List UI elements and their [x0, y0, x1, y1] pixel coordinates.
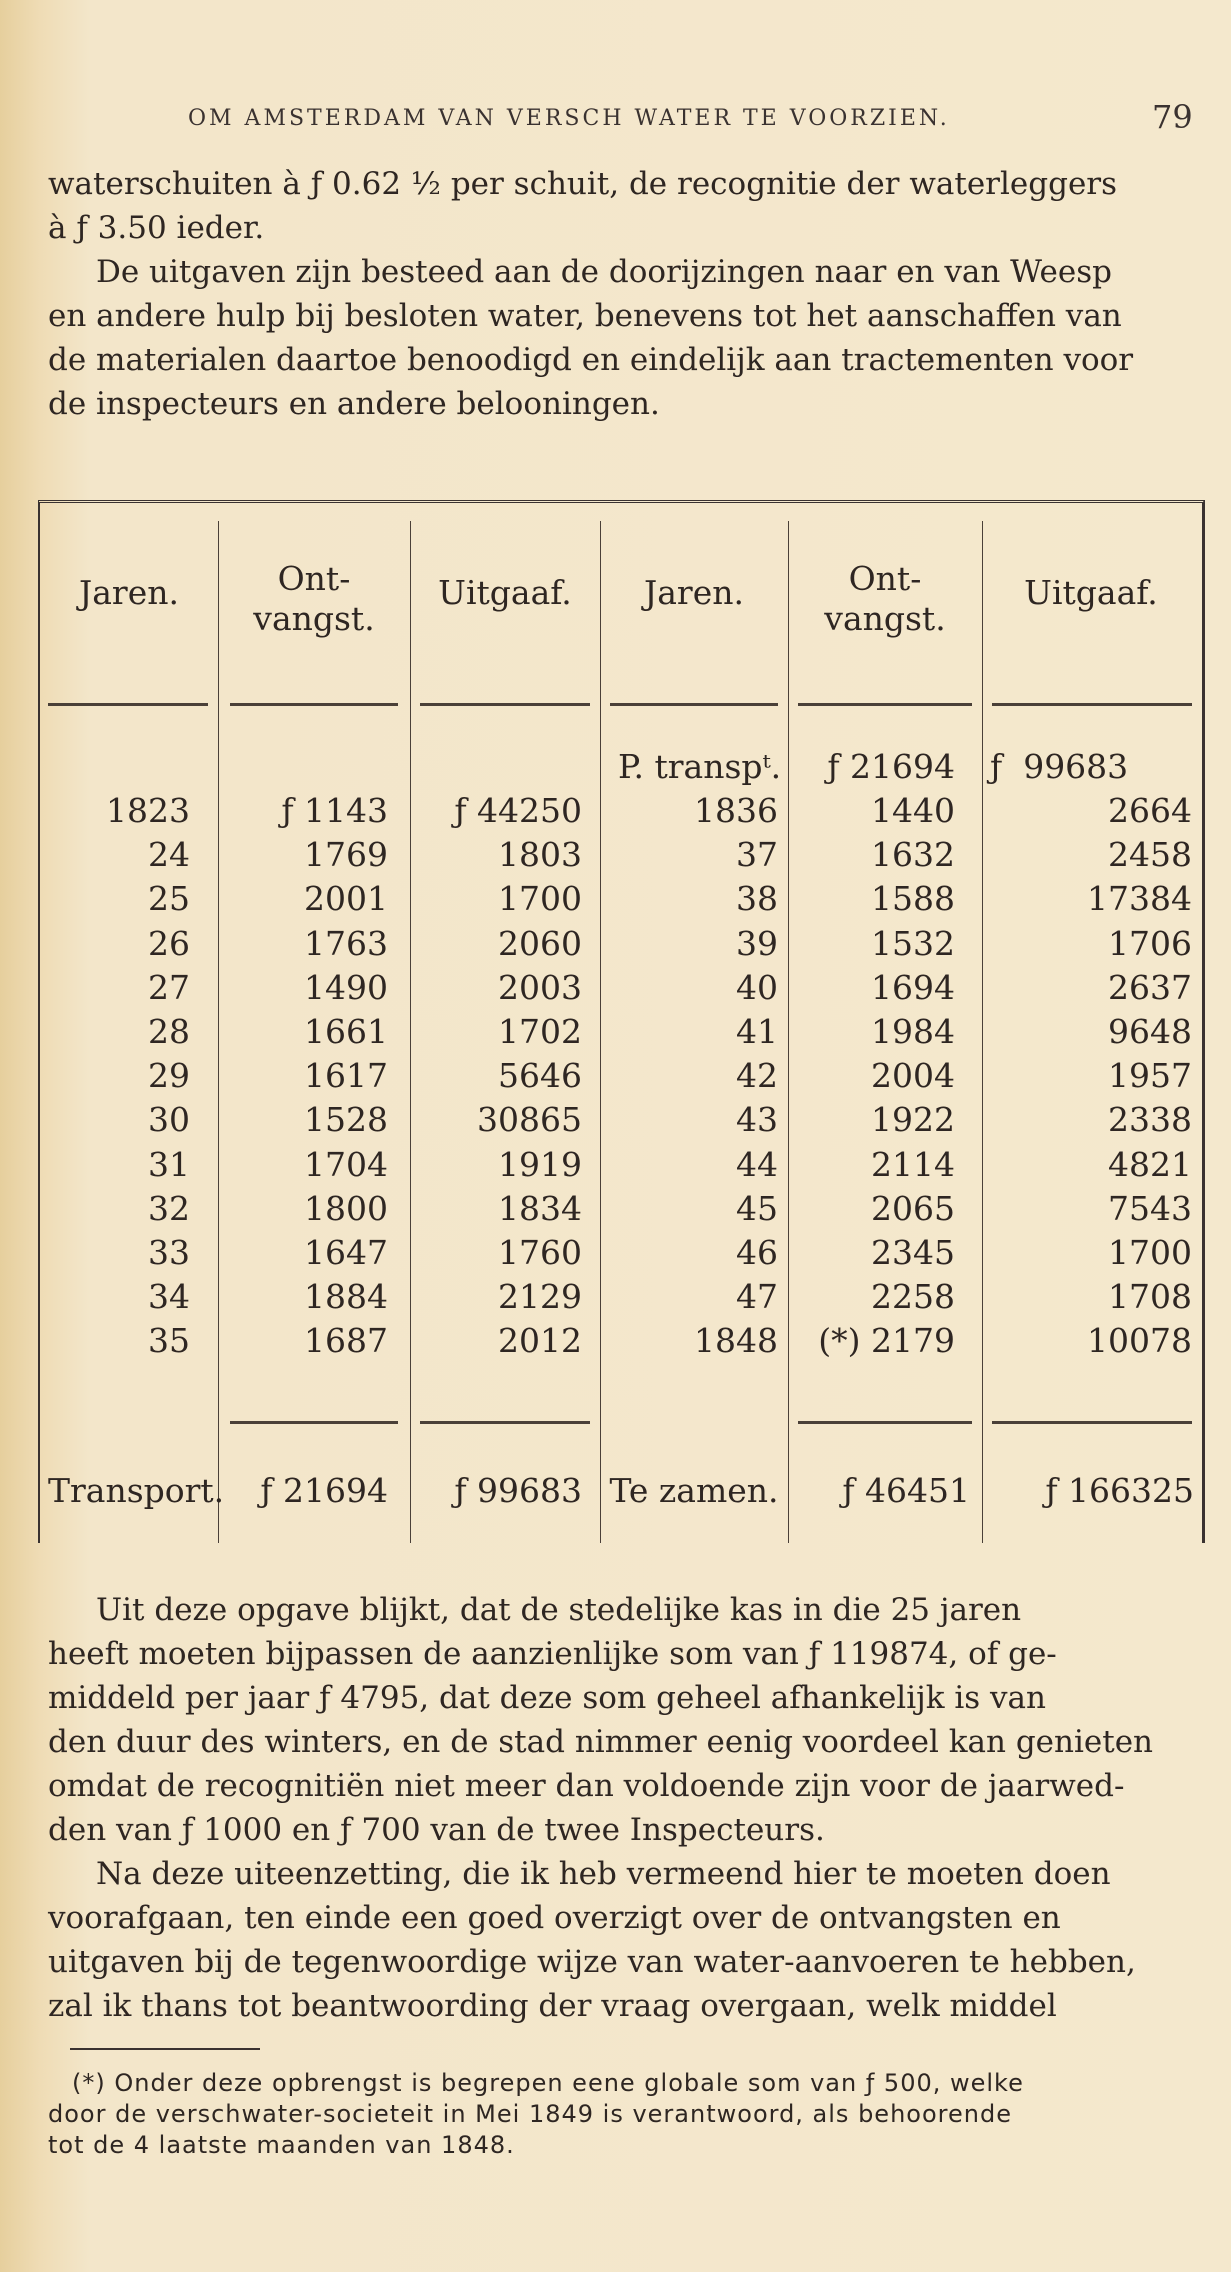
header-jaren-right: Jaren.	[644, 573, 744, 612]
left-uitgaaf-cell: 1702	[498, 1012, 582, 1051]
left-year-cell: 27	[148, 967, 190, 1007]
left-year-cell: 24	[148, 835, 190, 875]
left-uitgaaf-cell: 1700	[498, 879, 582, 919]
left-year-cell: 34	[148, 1277, 190, 1317]
left-uitgaaf-cell: 30865	[477, 1100, 582, 1140]
right-year-cell: 43	[736, 1100, 778, 1140]
totals-label-left: Transport.	[48, 1471, 225, 1510]
left-uitgaaf-cell: 2003	[498, 967, 582, 1007]
left-uitgaaf-cell: 1760	[498, 1233, 582, 1272]
left-uitgaaf-cell: 1919	[498, 1144, 582, 1184]
totals-ontvangst-right: ƒ 46451	[842, 1471, 970, 1510]
right-year-cell: 38	[736, 879, 778, 919]
right-year-cell: 1848	[694, 1321, 778, 1361]
text-line: en andere hulp bij besloten water, benevens tot het aanschaffen van	[48, 298, 1122, 334]
text-line: Uit deze opgave blijkt, dat de stedelijke kas in die 25 jaren	[96, 1592, 1022, 1628]
left-uitgaaf-cell: 1834	[498, 1188, 582, 1228]
left-ontvangst-cell: 1490	[304, 967, 388, 1007]
left-ontvangst-cell: 1884	[304, 1277, 388, 1317]
right-ontvangst-cell: 2258	[871, 1277, 955, 1317]
left-ontvangst-cell: 1647	[304, 1233, 388, 1272]
left-uitgaaf-cell: 2129	[498, 1277, 582, 1317]
right-uitgaaf-cell: 17384	[1087, 879, 1192, 919]
header-jaren-left: Jaren.	[79, 573, 179, 612]
right-uitgaaf-cell: 9648	[1108, 1012, 1192, 1051]
left-year-cell: 1823	[106, 791, 190, 830]
right-year-cell: 42	[736, 1056, 778, 1096]
left-ontvangst-cell: 1800	[304, 1188, 388, 1228]
left-uitgaaf-cell: ƒ 44250	[454, 791, 582, 830]
right-uitgaaf-cell: 2338	[1108, 1100, 1192, 1140]
right-year-cell: 40	[736, 967, 778, 1007]
right-ontvangst-cell: (*) 2179	[818, 1321, 955, 1361]
text-line: à ƒ 3.50 ieder.	[48, 210, 265, 246]
right-year-cell: 45	[736, 1188, 778, 1228]
left-year-cell: 26	[148, 923, 190, 963]
text-line: waterschuiten à ƒ 0.62 ½ per schuit, de recognitie der waterleggers	[48, 166, 1118, 202]
right-ontvangst-cell: 2114	[871, 1144, 955, 1184]
right-uitgaaf-cell: 2637	[1108, 967, 1192, 1007]
left-ontvangst-cell: 1528	[304, 1100, 388, 1140]
left-uitgaaf-cell: 5646	[498, 1056, 582, 1096]
right-ontvangst-cell: 2345	[871, 1233, 955, 1272]
left-year-cell: 25	[148, 879, 190, 919]
text-line: zal ik thans tot beantwoording der vraag overgaan, welk middel	[48, 1988, 1057, 2024]
left-ontvangst-cell: 1769	[304, 835, 388, 875]
left-ontvangst-cell: 2001	[304, 879, 388, 919]
footnote	[48, 2068, 1208, 2161]
right-uitgaaf-cell: 4821	[1108, 1144, 1192, 1184]
right-uitgaaf-cell: 1706	[1108, 923, 1192, 963]
footnote-line: tot de 4 laatste maanden van 1848.	[48, 2131, 515, 2159]
right-ontvangst-cell: 1694	[871, 967, 955, 1007]
revenue-expenditure-table	[38, 500, 1205, 1543]
left-year-cell: 30	[148, 1100, 190, 1140]
footnote-line: door de verschwater-societeit in Mei 1849 is verantwoord, als behoorende	[48, 2100, 1012, 2128]
expenditure-paragraph	[48, 250, 1200, 426]
left-ontvangst-cell: 1704	[304, 1144, 388, 1184]
right-year-cell: 46	[736, 1233, 778, 1272]
footnote-line: (*) Onder deze opbrengst is begrepen eene globale som van ƒ 500, welke	[72, 2069, 1024, 2097]
carry-ontvangst: ƒ 21694	[827, 747, 955, 786]
text-line: middeld per jaar ƒ 4795, dat deze som geheel afhankelijk is van	[48, 1680, 1047, 1716]
right-uitgaaf-cell: 7543	[1108, 1188, 1192, 1228]
left-ontvangst-cell: 1763	[304, 923, 388, 963]
left-year-cell: 33	[148, 1233, 190, 1272]
intro-paragraph	[48, 162, 1200, 250]
carry-label: P. transpᵗ.	[618, 747, 782, 786]
right-ontvangst-cell: 1984	[871, 1012, 955, 1051]
right-year-cell: 37	[736, 835, 778, 875]
right-ontvangst-cell: 1532	[871, 923, 955, 963]
carry-uitgaaf: ƒ 99683	[990, 747, 1129, 786]
right-year-cell: 44	[736, 1144, 778, 1184]
text-line: uitgaven bij de tegenwoordige wijze van water-aanvoeren te hebben,	[48, 1944, 1136, 1980]
header-ontvangst-left: Ont- vangst.	[253, 559, 375, 638]
totals-uitgaaf-left: ƒ 99683	[454, 1471, 582, 1510]
right-ontvangst-cell: 1588	[871, 879, 955, 919]
left-ontvangst-cell: ƒ 1143	[281, 791, 388, 830]
left-year-cell: 28	[148, 1012, 190, 1051]
right-uitgaaf-cell: 1700	[1108, 1233, 1192, 1272]
text-line: den van ƒ 1000 en ƒ 700 van de twee Inspecteurs.	[48, 1812, 825, 1848]
right-ontvangst-cell: 2065	[871, 1188, 955, 1228]
left-ontvangst-cell: 1617	[304, 1056, 388, 1096]
right-uitgaaf-cell: 10078	[1087, 1321, 1192, 1361]
totals-ontvangst-left: ƒ 21694	[260, 1471, 388, 1510]
totals-uitgaaf-right: ƒ 166325	[1045, 1471, 1194, 1510]
text-line: den duur des winters, en de stad nimmer eenig voordeel kan genieten	[48, 1724, 1154, 1760]
left-year-cell: 29	[148, 1056, 190, 1096]
text-line: omdat de recognitiën niet meer dan voldoende zijn voor de jaarwed-	[48, 1768, 1125, 1804]
transition-paragraph	[48, 1852, 1200, 2028]
totals-label-right: Te zamen.	[609, 1471, 779, 1510]
left-uitgaaf-cell: 1803	[498, 835, 582, 875]
right-year-cell: 41	[736, 1012, 778, 1051]
text-line: Na deze uiteenzetting, die ik heb vermeend hier te moeten doen	[96, 1856, 1111, 1892]
right-ontvangst-cell: 1632	[871, 835, 955, 875]
right-uitgaaf-cell: 2664	[1108, 791, 1192, 830]
right-year-cell: 47	[736, 1277, 778, 1317]
right-year-cell: 1836	[694, 791, 778, 830]
left-uitgaaf-cell: 2012	[498, 1321, 582, 1361]
right-uitgaaf-cell: 2458	[1108, 835, 1192, 875]
text-line: De uitgaven zijn besteed aan de doorijzingen naar en van Weesp	[96, 254, 1112, 290]
left-ontvangst-cell: 1687	[304, 1321, 388, 1361]
conclusion-paragraph	[48, 1588, 1200, 1852]
left-ontvangst-cell: 1661	[304, 1012, 388, 1051]
text-line: voorafgaan, ten einde een goed overzigt over de ontvangsten en	[48, 1900, 1061, 1936]
header-ontvangst-right: Ont- vangst.	[824, 559, 946, 638]
header-uitgaaf-right: Uitgaaf.	[1024, 573, 1158, 612]
footnote-divider	[70, 2048, 260, 2050]
page-number: 79	[1152, 98, 1193, 136]
header-uitgaaf-left: Uitgaaf.	[438, 573, 572, 612]
text-line: de materialen daartoe benoodigd en eindelijk aan tractementen voor	[48, 342, 1134, 378]
left-year-cell: 32	[148, 1188, 190, 1228]
text-line: heeft moeten bijpassen de aanzienlijke som van ƒ 119874, of ge-	[48, 1636, 1057, 1672]
text-line: de inspecteurs en andere belooningen.	[48, 386, 660, 422]
left-uitgaaf-cell: 2060	[498, 923, 582, 963]
running-title: OM AMSTERDAM VAN VERSCH WATER TE VOORZIEN.	[188, 106, 950, 131]
left-year-cell: 31	[148, 1144, 190, 1184]
left-year-cell: 35	[148, 1321, 190, 1361]
right-ontvangst-cell: 1922	[871, 1100, 955, 1140]
right-uitgaaf-cell: 1708	[1108, 1277, 1192, 1317]
right-ontvangst-cell: 1440	[871, 791, 955, 830]
right-ontvangst-cell: 2004	[871, 1056, 955, 1096]
right-year-cell: 39	[736, 923, 778, 963]
right-uitgaaf-cell: 1957	[1108, 1056, 1192, 1096]
